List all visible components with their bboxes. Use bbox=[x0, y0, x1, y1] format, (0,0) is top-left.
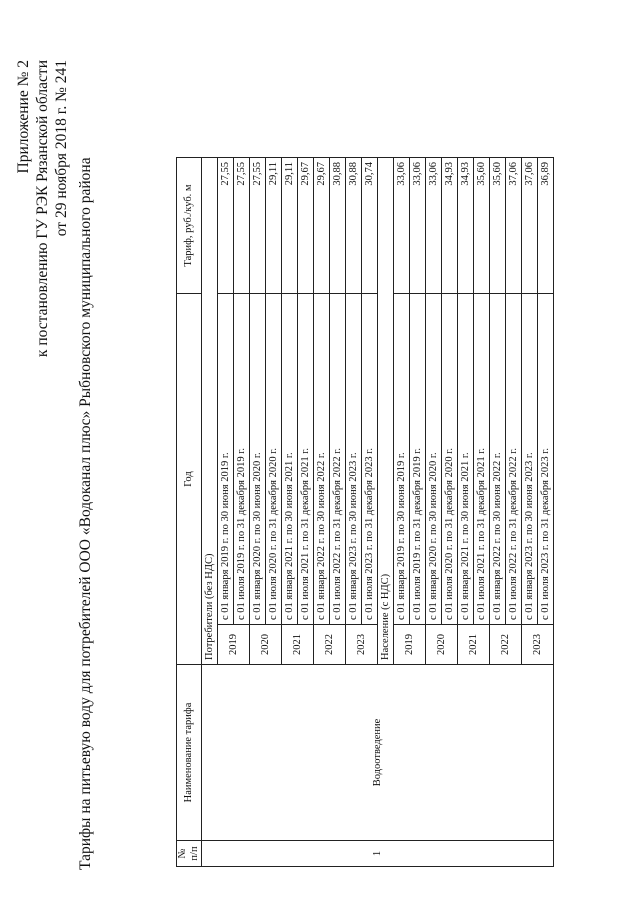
tariff-value: 30,88 bbox=[330, 158, 346, 294]
tariff-name: Водоотведение bbox=[202, 665, 554, 841]
period-cell: с 01 января 2022 г. по 30 июня 2022 г. bbox=[490, 294, 506, 625]
tariff-value: 34,93 bbox=[442, 158, 458, 294]
tariff-value: 35,60 bbox=[490, 158, 506, 294]
tariff-value: 33,06 bbox=[410, 158, 426, 294]
tariff-value: 37,06 bbox=[506, 158, 522, 294]
period-cell: с 01 июля 2023 г. по 31 декабря 2023 г. bbox=[362, 294, 378, 625]
period-cell: с 01 июля 2019 г. по 31 декабря 2019 г. bbox=[410, 294, 426, 625]
tariff-value: 29,11 bbox=[282, 158, 298, 294]
period-cell: с 01 января 2023 г. по 30 июня 2023 г. bbox=[522, 294, 538, 625]
table-body bbox=[202, 158, 554, 867]
year-cell: 2022 bbox=[490, 625, 522, 665]
period-cell: с 01 июля 2020 г. по 31 декабря 2020 г. bbox=[266, 294, 282, 625]
period-cell: с 01 июля 2019 г. по 31 декабря 2019 г. bbox=[234, 294, 250, 625]
appendix-resolution: к постановлению ГУ РЭК Рязанской области bbox=[34, 60, 51, 358]
tariff-table bbox=[176, 157, 554, 867]
period-cell: с 01 января 2022 г. по 30 июня 2022 г. bbox=[314, 294, 330, 625]
tariff-value: 34,93 bbox=[458, 158, 474, 294]
year-cell: 2020 bbox=[426, 625, 458, 665]
appendix-date: от 29 ноября 2018 г. № 241 bbox=[53, 60, 70, 237]
table-header bbox=[177, 158, 202, 867]
period-cell: с 01 января 2021 г. по 30 июня 2021 г. bbox=[458, 294, 474, 625]
appendix-block bbox=[14, 60, 71, 357]
period-cell: с 01 января 2020 г. по 30 июня 2020 г. bbox=[426, 294, 442, 625]
period-cell: с 01 января 2019 г. по 30 июня 2019 г. bbox=[218, 294, 234, 625]
period-cell: с 01 июля 2022 г. по 31 декабря 2022 г. bbox=[330, 294, 346, 625]
tariff-value: 33,06 bbox=[426, 158, 442, 294]
column-header-number: № п/п bbox=[177, 841, 202, 867]
column-header-year: Год bbox=[177, 294, 202, 665]
row-number: 1 bbox=[202, 841, 554, 867]
tariff-value: 29,67 bbox=[298, 158, 314, 294]
table-header-row bbox=[177, 158, 202, 867]
tariff-value: 35,60 bbox=[474, 158, 490, 294]
year-cell: 2021 bbox=[282, 625, 314, 665]
period-cell: с 01 января 2020 г. по 30 июня 2020 г. bbox=[250, 294, 266, 625]
tariff-value: 37,06 bbox=[522, 158, 538, 294]
period-cell: с 01 января 2019 г. по 30 июня 2019 г. bbox=[394, 294, 410, 625]
tariff-value: 30,88 bbox=[346, 158, 362, 294]
period-cell: с 01 июля 2022 г. по 31 декабря 2022 г. bbox=[506, 294, 522, 625]
column-header-tariff-value: Тариф, руб./куб. м bbox=[177, 158, 202, 294]
period-cell: с 01 июля 2021 г. по 31 декабря 2021 г. bbox=[298, 294, 314, 625]
year-cell: 2022 bbox=[314, 625, 346, 665]
tariff-value: 30,74 bbox=[362, 158, 378, 294]
year-cell: 2023 bbox=[346, 625, 378, 665]
tariff-value: 36,89 bbox=[538, 158, 554, 294]
period-cell: с 01 июля 2021 г. по 31 декабря 2021 г. bbox=[474, 294, 490, 625]
consumer-group-label: Население (с НДС) bbox=[378, 158, 394, 665]
year-cell: 2023 bbox=[522, 625, 554, 665]
tariff-value: 27,55 bbox=[218, 158, 234, 294]
group-row bbox=[202, 158, 218, 867]
year-cell: 2019 bbox=[394, 625, 426, 665]
tariff-value: 27,55 bbox=[234, 158, 250, 294]
period-cell: с 01 января 2023 г. по 30 июня 2023 г. bbox=[346, 294, 362, 625]
document-title: Тарифы на питьевую воду для потребителей ООО «Водоканал плюс» Рыбновского муниципального района bbox=[77, 157, 94, 870]
consumer-group-label: Потребители (без НДС) bbox=[202, 158, 218, 665]
period-cell: с 01 июля 2023 г. по 31 декабря 2023 г. bbox=[538, 294, 554, 625]
period-cell: с 01 января 2021 г. по 30 июня 2021 г. bbox=[282, 294, 298, 625]
year-cell: 2020 bbox=[250, 625, 282, 665]
year-cell: 2019 bbox=[218, 625, 250, 665]
tariff-value: 27,55 bbox=[250, 158, 266, 294]
tariff-value: 33,06 bbox=[394, 158, 410, 294]
appendix-number: Приложение № 2 bbox=[15, 60, 32, 174]
column-header-tariff-name: Наименование тарифа bbox=[177, 665, 202, 841]
tariff-value: 29,11 bbox=[266, 158, 282, 294]
period-cell: с 01 июля 2020 г. по 31 декабря 2020 г. bbox=[442, 294, 458, 625]
year-cell: 2021 bbox=[458, 625, 490, 665]
tariff-value: 29,67 bbox=[314, 158, 330, 294]
